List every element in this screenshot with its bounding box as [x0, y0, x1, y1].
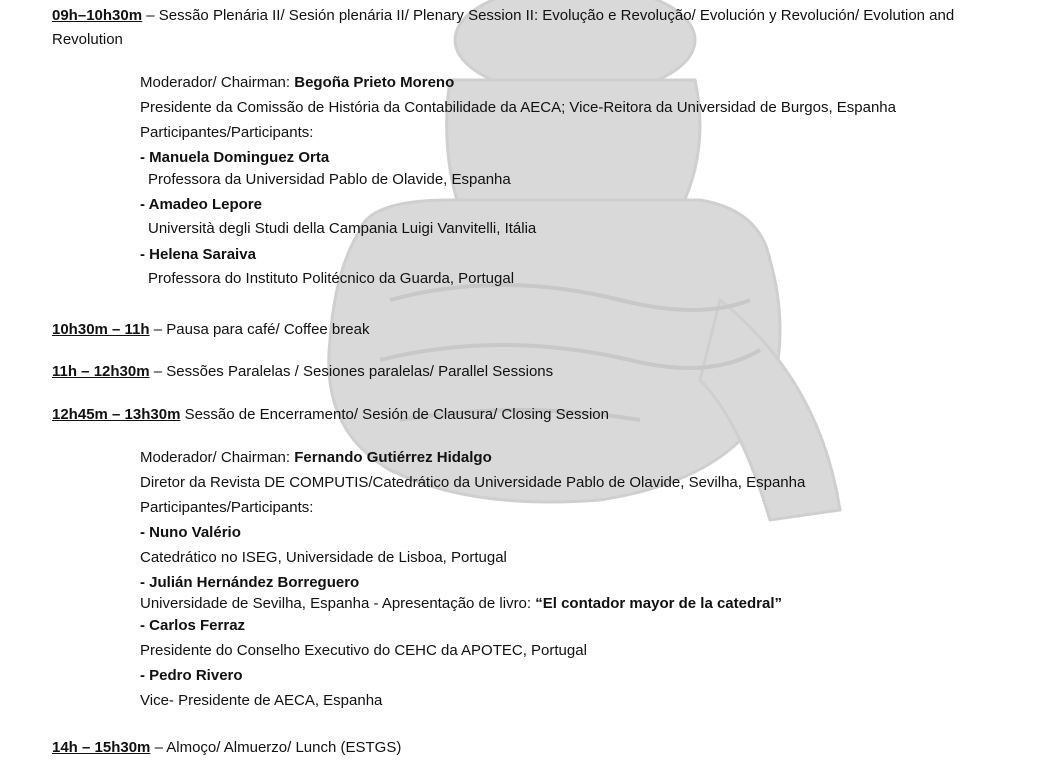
participant-affiliation: Catedrático no ISEG, Universidade de Lisboa, Portugal: [140, 549, 507, 566]
participant-name-line: [140, 148, 329, 168]
closing-time: 12h45m – 13h30m: [52, 406, 181, 423]
moderator-line: [140, 73, 454, 93]
dash: -: [140, 524, 150, 541]
parallel-sessions-line: [52, 362, 553, 382]
dash: -: [140, 196, 149, 213]
participant-name: Helena Saraiva: [149, 246, 256, 263]
participant-name-line: [140, 195, 262, 215]
participants-label: Participantes/Participants:: [140, 499, 314, 516]
session-title-continuation: Revolution: [52, 31, 123, 48]
lunch-time: 14h – 15h30m: [52, 739, 151, 756]
moderator-name: Begoña Prieto Moreno: [294, 74, 455, 91]
book-title: “El contador mayor de la catedral”: [535, 595, 782, 612]
participants-label: Participantes/Participants:: [140, 124, 314, 141]
affiliation-text: Universidade de Sevilha, Espanha - Apresentação de livro:: [140, 595, 536, 612]
participant-affiliation: [140, 594, 782, 614]
participant-affiliation: Vice- Presidente de AECA, Espanha: [140, 692, 383, 709]
participant-name-line: [140, 573, 359, 593]
session-time: 09h–10h30m: [52, 7, 143, 24]
moderator-role: Presidente da Comissão de História da Contabilidade da AECA; Vice-Reitora da Universidad de Burgos, Espanha: [140, 99, 896, 116]
dash: -: [140, 617, 150, 634]
break-text: – Pausa para café/ Coffee break: [149, 321, 370, 338]
break-time: 10h30m – 11h: [52, 321, 150, 338]
participant-name-line: [140, 666, 243, 686]
lunch-line: [52, 738, 401, 758]
moderator-line: [140, 448, 492, 468]
parallel-text: – Sessões Paralelas / Sesiones paralelas/ Parallel Sessions: [149, 363, 554, 380]
dash: -: [140, 574, 150, 591]
participant-affiliation: Università degli Studi della Campania Luigi Vanvitelli, Itália: [148, 220, 537, 237]
moderator-name: Fernando Gutiérrez Hidalgo: [294, 449, 492, 466]
participant-name: Pedro Rivero: [149, 667, 243, 684]
participant-name: Nuno Valério: [149, 524, 241, 541]
session-title: – Sessão Plenária II/ Sesión plenária II/ Plenary Session II: Evolução e Revolução/ Evolución y Revolución/ Evolution and: [142, 7, 955, 24]
closing-session-heading: [52, 405, 609, 425]
plenary-session-heading: [52, 6, 954, 26]
participant-name: Julián Hernández Borreguero: [149, 574, 360, 591]
dash: -: [140, 667, 150, 684]
participant-name: Manuela Dominguez Orta: [149, 149, 330, 166]
participant-affiliation: Professora da Universidad Pablo de Olavide, Espanha: [148, 171, 511, 188]
participant-name: Amadeo Lepore: [148, 196, 262, 213]
moderator-role: Diretor da Revista DE COMPUTIS/Catedrático da Universidade Pablo de Olavide, Sevilha, Espanha: [140, 474, 806, 491]
moderator-label: Moderador/ Chairman:: [140, 74, 295, 91]
coffee-break-line: [52, 320, 369, 340]
dash: -: [140, 149, 150, 166]
participant-name-line: [140, 245, 256, 265]
closing-title: Sessão de Encerramento/ Sesión de Clausura/ Closing Session: [180, 406, 609, 423]
participant-name-line: [140, 523, 241, 543]
participant-affiliation: Professora do Instituto Politécnico da Guarda, Portugal: [148, 270, 515, 287]
dash: -: [140, 246, 150, 263]
participant-name-line: [140, 616, 245, 636]
participant-affiliation: Presidente do Conselho Executivo do CEHC da APOTEC, Portugal: [140, 642, 587, 659]
moderator-label: Moderador/ Chairman:: [140, 449, 295, 466]
lunch-text: – Almoço/ Almuerzo/ Lunch (ESTGS): [150, 739, 402, 756]
participant-name: Carlos Ferraz: [149, 617, 246, 634]
parallel-time: 11h – 12h30m: [52, 363, 150, 380]
